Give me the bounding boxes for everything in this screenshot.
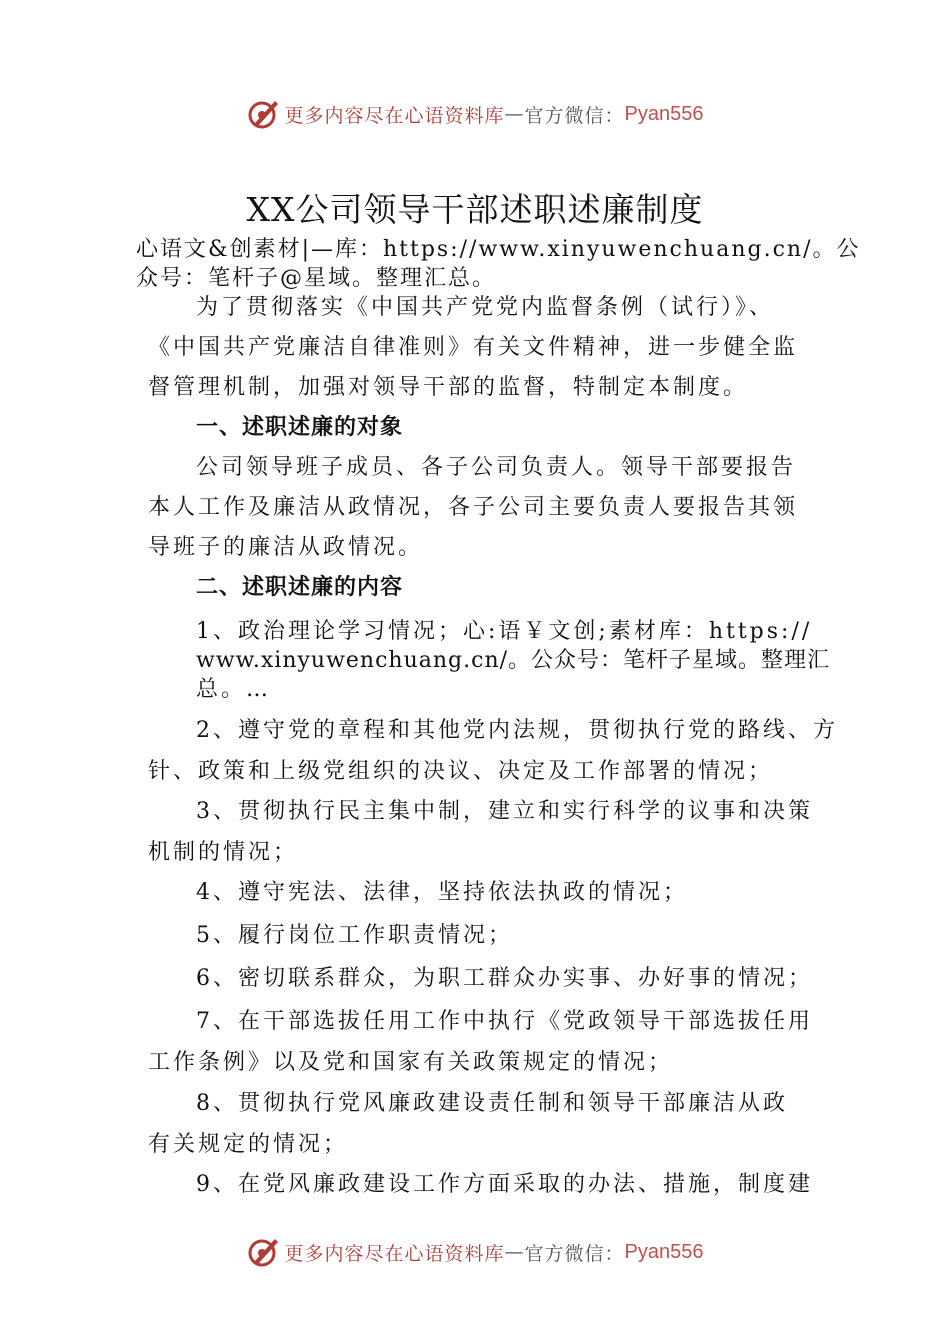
footer-banner (0, 1232, 950, 1272)
item-1-line-1: 1、政治理论学习情况；心:语￥文创;素材库：https:// (196, 619, 813, 644)
banner-gray-text: 官方微信： (524, 104, 625, 127)
item-7-line-2: 工作条例》以及党和国家有关政策规定的情况； (148, 1050, 674, 1075)
header-banner (0, 94, 950, 134)
banner-wechat-id: Pyan556 (624, 1240, 704, 1263)
item-8-line-1: 8、贯彻执行党风廉政建设责任制和领导干部廉洁从政 (196, 1091, 788, 1116)
item-2-line-2: 针、政策和上级党组织的决议、决定及工作部署的情况； (148, 759, 774, 784)
source-note-line-2: 众号：笔杆子@星域。整理汇总。 (136, 266, 497, 291)
pen-logo-icon (247, 1235, 281, 1269)
item-4: 4、遵守宪法、法律，坚持依法执政的情况； (196, 880, 688, 905)
section-1-line-3: 导班子的廉洁从政情况。 (148, 535, 424, 560)
section-1-line-1: 公司领导班子成员、各子公司负责人。领导干部要报告 (196, 455, 797, 480)
banner-wechat-id: Pyan556 (624, 102, 704, 125)
section-1-line-2: 本人工作及廉洁从政情况，各子公司主要负责人要报告其领 (148, 495, 799, 520)
item-2-line-1: 2、遵守党的章程和其他党内法规，贯彻执行党的路线、方 (196, 718, 838, 743)
item-3-line-1: 3、贯彻执行民主集中制，建立和实行科学的议事和决策 (196, 799, 813, 824)
item-1-line-2: www.xinyuwenchuang.cn/。公众号：笔杆子星域。整理汇 (196, 648, 831, 673)
banner-gray-text: 官方微信： (524, 1242, 625, 1265)
document-title: XX公司领导干部述职述廉制度 (246, 190, 704, 229)
banner-dash: — (504, 103, 525, 125)
intro-line-3: 督管理机制，加强对领导干部的监督，特制定本制度。 (148, 375, 749, 400)
section-1-heading: 一、述职述廉的对象 (196, 415, 404, 440)
intro-line-1: 为了贯彻落实《中国共产党党内监督条例（试行）》、 (196, 295, 775, 320)
item-9-line-1: 9、在党风廉政建设工作方面采取的办法、措施，制度建 (196, 1172, 813, 1197)
source-note-line-1: 心语文&创素材|—库：https://www.xinyuwenchuang.cn/。公 (136, 237, 861, 262)
item-1-line-3: 总。… (196, 677, 272, 702)
item-5: 5、履行岗位工作职责情况； (196, 923, 513, 948)
intro-line-2: 《中国共产党廉洁自律准则》有关文件精神，进一步健全监 (148, 335, 799, 360)
item-6: 6、密切联系群众，为职工群众办实事、办好事的情况； (196, 966, 813, 991)
banner-dash: — (504, 1241, 525, 1263)
banner-red-text: 更多内容尽在心语资料库 (284, 1242, 505, 1265)
item-8-line-2: 有关规定的情况； (148, 1132, 349, 1157)
section-2-heading: 二、述职述廉的内容 (196, 575, 404, 600)
banner-red-text: 更多内容尽在心语资料库 (284, 104, 505, 127)
item-7-line-1: 7、在干部选拔任用工作中执行《党政领导干部选拔任用 (196, 1009, 813, 1034)
pen-logo-icon (247, 97, 281, 131)
item-3-line-2: 机制的情况； (148, 840, 299, 865)
